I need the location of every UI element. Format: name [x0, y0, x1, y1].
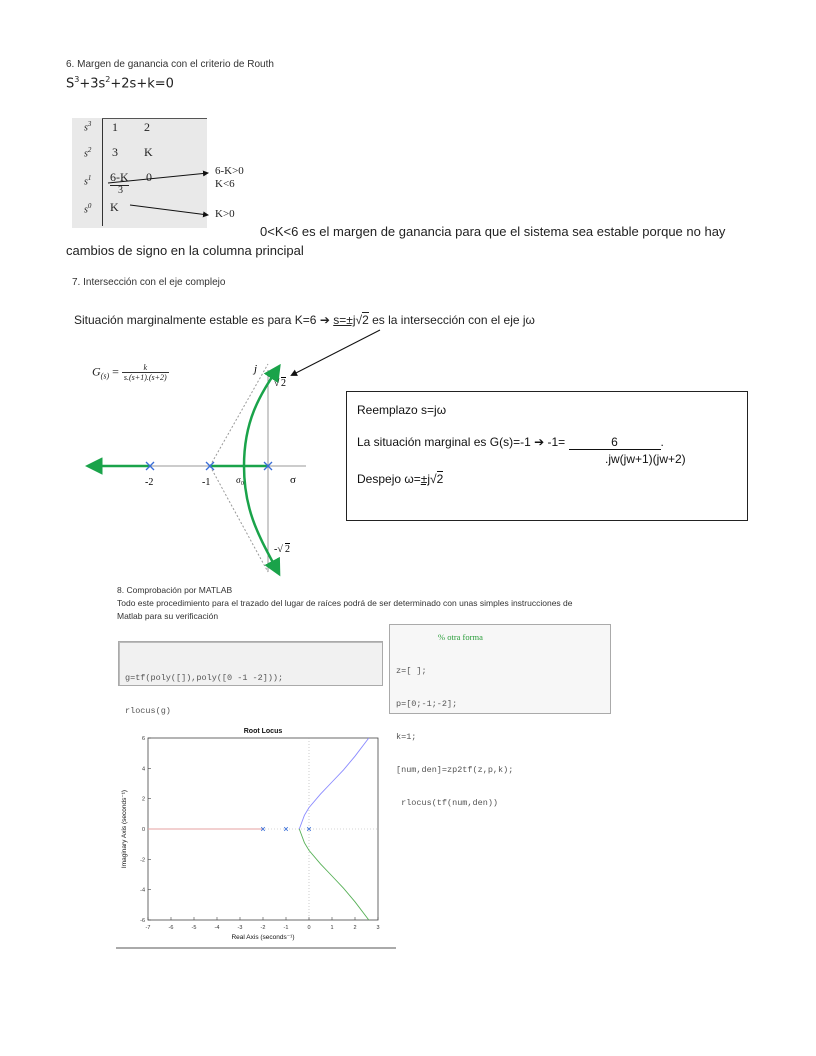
- section8-desc2: Matlab para su verificación: [117, 611, 219, 621]
- derivation-box: [346, 391, 748, 521]
- y-tick-label: -6: [140, 918, 145, 924]
- arrow-right-icon: ➔: [319, 313, 330, 327]
- derivation-line2: La situación marginal es G(s)=-1 ➔ -1= 6 .: [357, 435, 664, 449]
- y-tick-label: -4: [140, 887, 145, 894]
- x-tick-label: -5: [191, 925, 197, 931]
- code-line: rlocus(tf(num,den)): [396, 798, 499, 808]
- derivation-numerator: 6: [569, 435, 661, 450]
- tick-label-sigma0: σ₀: [236, 475, 244, 485]
- derivation-denominator: .jw(jw+1)(jw+2): [605, 452, 686, 466]
- condition-2: K>0: [215, 208, 235, 220]
- tf-numerator: k: [122, 363, 169, 373]
- x-tick-label: -3: [237, 925, 243, 931]
- sqrt2-upper: √: [274, 378, 280, 389]
- matlab-code-box-1: [118, 641, 383, 716]
- derivation-line3: Despejo ω=±j√2: [357, 472, 444, 486]
- code-line: g=tf(poly([]),poly([0 -1 -2]));: [125, 673, 284, 683]
- arrow-to-cond1: [108, 173, 208, 183]
- x-axis-label: Real Axis (seconds⁻¹): [231, 934, 295, 941]
- y-tick-label: -2: [140, 857, 145, 864]
- tick-label-m1: -1: [202, 477, 211, 488]
- x-tick-label: 0: [307, 925, 311, 931]
- routh-entry: K: [144, 145, 153, 159]
- sqrt2-lower-value: 2: [285, 544, 290, 555]
- locus-upper-branch: [244, 368, 278, 466]
- root-locus-chart: [110, 722, 400, 952]
- x-tick-label: 2: [353, 925, 357, 931]
- routh-entry: 0: [146, 170, 152, 184]
- asymptote-upper: [210, 364, 268, 466]
- code-line: rlocus(g): [125, 706, 171, 716]
- sigma-label: σ: [290, 474, 296, 486]
- code-line: p=[0;-1;-2];: [396, 699, 458, 709]
- x-tick-label: -2: [260, 925, 266, 931]
- arrow-right-icon: ➔: [534, 435, 548, 449]
- derivation-line1: Reemplazo s=jω: [357, 403, 447, 417]
- code-line: [num,den]=zp2tf(z,p,k);: [396, 765, 514, 775]
- y-tick-label: 6: [141, 736, 145, 742]
- section6-title: 6. Margen de ganancia con el criterio de Routh: [66, 59, 274, 70]
- x-tick-label: -4: [214, 925, 220, 931]
- matlab-code-box-2: [389, 624, 611, 808]
- tf-denominator: s.(s+1).(s+2): [123, 373, 167, 382]
- x-tick-label: -1: [283, 925, 289, 931]
- x-tick-label: 3: [376, 925, 380, 931]
- arrow-to-cond2: [130, 205, 208, 215]
- section8-title: 8. Comprobación por MATLAB: [117, 585, 233, 595]
- routh-entry-fraction-den: 3: [118, 185, 123, 196]
- locus-lower-branch: [244, 466, 278, 572]
- j-axis-label: j: [254, 363, 258, 375]
- code-line: z=[ ];: [396, 666, 427, 676]
- pointer-arrow: [280, 325, 390, 385]
- routh-entry-fraction-num: 6-K: [110, 170, 129, 184]
- x-tick-label: 1: [330, 925, 334, 931]
- y-tick-label: 2: [141, 796, 145, 803]
- y-tick-label: 0: [141, 827, 145, 833]
- section8-desc1: Todo este procedimiento para el trazado del lugar de raíces podrá de ser determinado con unas simples instrucciones de: [117, 598, 573, 608]
- section7-title: 7. Intersección con el eje complejo: [72, 277, 226, 288]
- routh-row-label: $s^3$: [84, 120, 92, 134]
- routh-entry: 2: [144, 120, 150, 134]
- x-tick-label: -7: [145, 925, 151, 931]
- transfer-function-label: $G_{(s)}$ = $\frac{k}{s.(s+1).(s+2)}$: [92, 363, 167, 382]
- routh-row-label: $s^2$: [84, 146, 92, 160]
- x-tick-label: -6: [168, 925, 174, 931]
- routh-row-label: $s^1$: [84, 174, 92, 188]
- routh-entry: 3: [112, 145, 118, 159]
- routh-entry: K: [110, 200, 119, 214]
- chart-title: Root Locus: [243, 728, 283, 735]
- sqrt2-upper-value: 2: [281, 378, 286, 389]
- y-tick-label: 4: [141, 766, 145, 773]
- y-axis-label: Imaginary Axis (seconds⁻¹): [121, 789, 128, 869]
- condition-1: 6-K>0 K<6: [215, 165, 244, 190]
- characteristic-equation: $S^3+3s^2+2s+k=0$: [66, 75, 174, 92]
- sqrt2-lower: -√: [274, 544, 283, 555]
- code-comment: % otra forma: [438, 632, 483, 642]
- conclusion-line2: cambios de signo en la columna principal: [66, 243, 304, 258]
- conclusion-line1: 0<K<6 es el margen de ganancia para que el sistema sea estable porque no hay: [260, 224, 726, 239]
- code-line: k=1;: [396, 732, 417, 742]
- tick-label-m2: -2: [145, 477, 154, 488]
- routh-row-label: $s^0$: [84, 202, 92, 216]
- routh-entry: 1: [112, 120, 118, 134]
- section7-statement: Situación marginalmente estable es para K=6 ➔ s=±j√2 es la intersección con el eje jω: [74, 313, 535, 327]
